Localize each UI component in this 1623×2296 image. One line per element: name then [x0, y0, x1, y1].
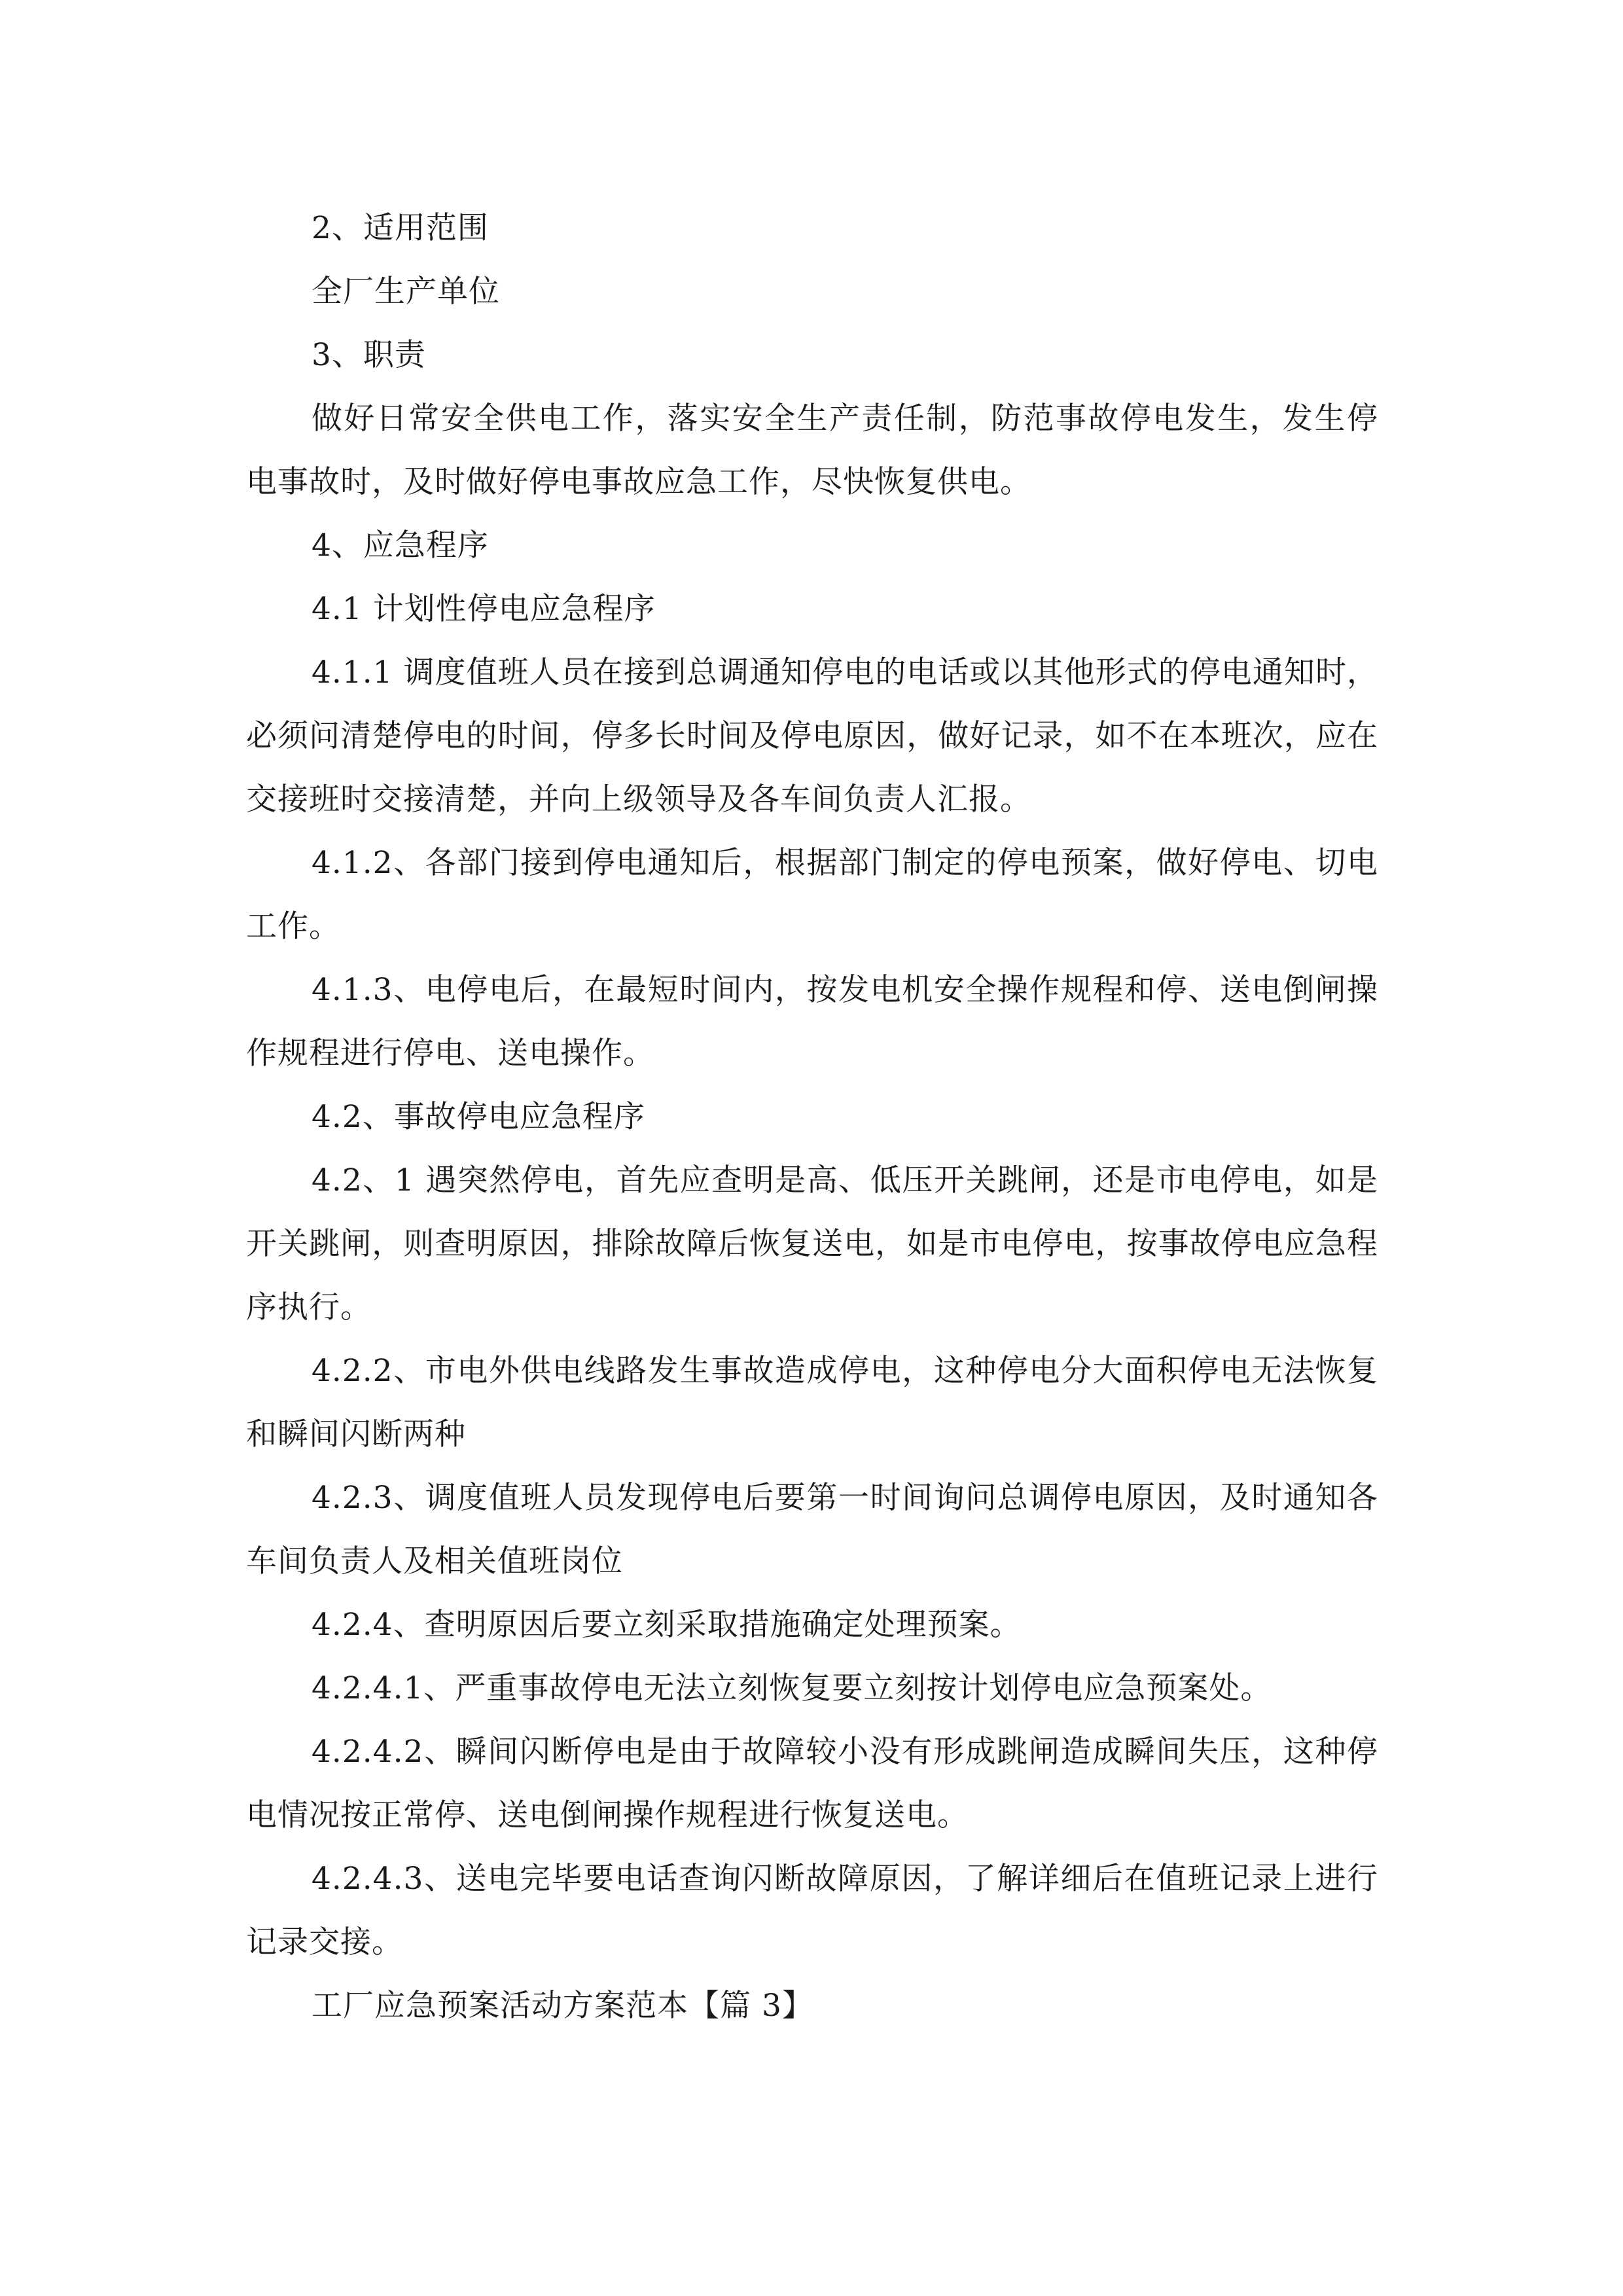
section-heading-procedure: 4、应急程序 [312, 528, 489, 564]
scope-text: 全厂生产单位 [312, 274, 500, 310]
paragraph-4-2-4-2: 4.2.4.2、瞬间闪断停电是由于故障较小没有形成跳闸造成瞬间失压，这种停电情况按正常停、送电倒闸操作规程进行恢复送电。 [246, 1734, 1378, 1833]
paragraph-4-2-4-3: 4.2.4.3、送电完毕要电话查询闪断故障原因，了解详细后在值班记录上进行记录交接。 [246, 1861, 1378, 1960]
paragraph-4-2-2: 4.2.2、市电外供电线路发生事故造成停电，这种停电分大面积停电无法恢复和瞬间闪断两种 [246, 1353, 1378, 1452]
next-section-title: 工厂应急预案活动方案范本【篇 3】 [312, 1988, 813, 2024]
section-heading-duties: 3、职责 [312, 337, 426, 373]
document-body [246, 196, 1378, 2037]
paragraph-4-1-2: 4.1.2、各部门接到停电通知后，根据部门制定的停电预案，做好停电、切电工作。 [246, 845, 1378, 944]
paragraph-4-2-1: 4.2、1 遇突然停电，首先应查明是高、低压开关跳闸，还是市电停电，如是开关跳闸，则查明原因，排除故障后恢复送电，如是市电停电，按事故停电应急程序执行。 [246, 1162, 1378, 1325]
subsection-heading-planned-outage: 4.1 计划性停电应急程序 [312, 591, 656, 627]
paragraph-4-2-4-1: 4.2.4.1、严重事故停电无法立刻恢复要立刻按计划停电应急预案处。 [312, 1670, 1272, 1706]
section-heading-scope: 2、适用范围 [312, 210, 489, 246]
duties-text: 做好日常安全供电工作，落实安全生产责任制，防范事故停电发生，发生停电事故时，及时做好停电事故应急工作，尽快恢复供电。 [246, 401, 1378, 500]
paragraph-4-2-4: 4.2.4、查明原因后要立刻采取措施确定处理预案。 [312, 1607, 1022, 1643]
paragraph-4-1-1: 4.1.1 调度值班人员在接到总调通知停电的电话或以其他形式的停电通知时，必须问清楚停电的时间，停多长时间及停电原因，做好记录，如不在本班次，应在交接班时交接清楚，并向上级领导及各车间负责人汇报。 [246, 655, 1378, 817]
paragraph-4-2-3: 4.2.3、调度值班人员发现停电后要第一时间询问总调停电原因，及时通知各车间负责人及相关值班岗位 [246, 1480, 1378, 1579]
paragraph-4-1-3: 4.1.3、电停电后，在最短时间内，按发电机安全操作规程和停、送电倒闸操作规程进行停电、送电操作。 [246, 972, 1378, 1071]
subsection-heading-accident-outage: 4.2、事故停电应急程序 [312, 1099, 645, 1135]
